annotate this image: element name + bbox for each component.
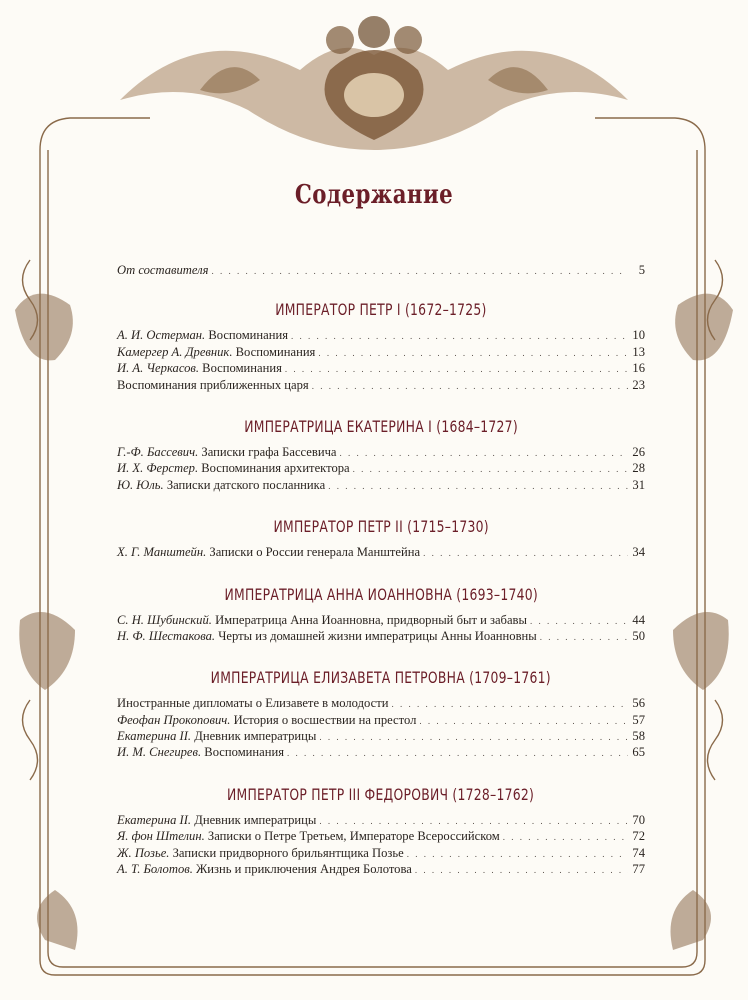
dot-leader [503,829,628,845]
toc-entry-author: Я. фон Штелин. [117,829,205,844]
toc-entry-text [117,444,337,460]
toc-entry-text [117,812,316,828]
toc-entry-title: Дневник императрицы [194,812,317,827]
dot-leader [391,696,628,712]
dot-leader [353,461,628,477]
dot-leader [312,378,628,394]
toc-entry[interactable] [117,744,645,760]
toc-entry-page: 34 [632,545,645,560]
toc-entry-page: 77 [632,862,645,877]
toc-entry[interactable] [117,460,645,476]
toc-entry[interactable] [117,712,645,728]
dot-leader [319,729,628,745]
toc-entry[interactable] [117,344,645,360]
toc-entry-author: И. А. Черкасов. [117,361,200,376]
toc-entry-text [117,628,537,644]
section-heading [117,668,645,687]
toc-entry-author: И. М. Снегирев. [117,745,202,760]
toc-entry-author: А. Т. Болотов. [117,862,193,877]
page-title: Содержание [294,180,454,210]
toc-entry-author: Камергер А. Древник. [117,344,233,359]
toc-entry[interactable] [117,812,645,828]
toc-entry[interactable] [117,828,645,844]
toc-entry[interactable] [117,377,645,393]
toc-entry-text [117,327,288,343]
toc-entry-page: 10 [632,328,645,343]
toc-entry-page: 57 [632,712,645,727]
toc-entry-title: Дневник императрицы [194,729,317,744]
section-heading-text: ИМПЕРАТОР ПЕТР I (1672–1725) [275,300,487,320]
toc-entry-title: От составителя [117,263,209,277]
dot-leader [285,361,628,377]
toc-entry-title: Воспоминания приближенных царя [117,377,309,392]
toc-entry[interactable] [117,327,645,343]
toc-entry[interactable] [117,728,645,744]
section-heading [117,585,645,604]
toc-entry-page: 16 [632,361,645,376]
top-cartouche-ornament [120,16,628,150]
dot-leader [407,846,628,862]
section-heading-text: ИМПЕРАТРИЦА АННА ИОАННОВНА (1693–1740) [224,584,538,604]
toc-entry-intro[interactable] [117,262,645,278]
section-heading-text: ИМПЕРАТРИЦА ЕКАТЕРИНА I (1684–1727) [244,416,518,436]
dot-leader [318,345,628,361]
dot-leader [319,813,628,829]
toc-entry-title: Воспоминания [235,344,316,359]
toc-entry-page: 56 [632,696,645,711]
section-heading-text: ИМПЕРАТРИЦА ЕЛИЗАВЕТА ПЕТРОВНА (1709–1761) [210,668,552,688]
toc-entry-title: Записки о Петре Третьем, Императоре Всероссийском [207,829,500,844]
toc-entry[interactable] [117,695,645,711]
toc-entry-page: 31 [632,477,645,492]
toc-entry[interactable] [117,845,645,861]
toc-entry-text [117,612,527,628]
toc-entry-text [117,728,316,744]
toc-entry-page: 50 [632,628,645,643]
dot-leader [212,263,628,279]
toc-entry-page: 65 [632,745,645,760]
toc-entry-title: История о восшествии на престол [233,712,417,727]
section-heading [117,785,645,804]
section-heading [117,417,645,436]
toc-entry-author: Н. Ф. Шестакова. [117,628,216,643]
toc-entry-text [117,712,416,728]
toc-entry-page: 74 [632,845,645,860]
toc-entry-author: И. Х. Ферстер. [117,461,199,476]
toc-entry-title: Воспоминания [208,328,289,343]
dot-leader [287,745,628,761]
dot-leader [540,629,628,645]
toc-sections [117,300,645,877]
dot-leader [340,445,628,461]
toc-entry-author: Г.-Ф. Бассевич. [117,444,199,459]
toc-entry-page: 72 [632,829,645,844]
toc-entry[interactable] [117,628,645,644]
toc-entry-text [117,477,325,493]
toc-entry-text [117,695,388,711]
toc-entry-author: А. И. Остерман. [117,328,206,343]
toc-entry-title: Иностранные дипломаты о Елизавете в молодости [117,696,389,711]
toc-entry[interactable] [117,544,645,560]
toc-entry[interactable] [117,477,645,493]
section-heading-text: ИМПЕРАТОР ПЕТР II (1715–1730) [273,517,489,537]
dot-leader [419,713,628,729]
toc-entry-page: 26 [632,444,645,459]
toc-entry-text [117,828,500,844]
toc-entry[interactable] [117,612,645,628]
toc-entry-page: 13 [632,344,645,359]
toc-entry-author: Екатерина II. [117,812,192,827]
dot-leader [415,862,628,878]
dot-leader [423,545,628,561]
toc-entry-text [117,544,420,560]
toc-entry-title: Записки придворного брильянтщика Позье [172,845,404,860]
table-of-contents [117,262,645,877]
section-heading [117,300,645,319]
toc-entry-title: Императрица Анна Иоанновна, придворный быт и забавы [215,612,527,627]
toc-entry-text [117,344,315,360]
section-heading-text: ИМПЕРАТОР ПЕТР III ФЕДОРОВИЧ (1728–1762) [227,784,535,804]
toc-entry[interactable] [117,360,645,376]
toc-entry-page: 28 [632,461,645,476]
toc-entry-author: Ю. Юль. [117,477,164,492]
toc-entry-author: Ж. Позье. [117,845,170,860]
toc-entry-page: 44 [632,612,645,627]
toc-entry-text [117,861,412,877]
toc-entry-page: 58 [632,729,645,744]
toc-entry-author: Феофан Прокопович. [117,712,231,727]
toc-entry-title: Жизнь и приключения Андрея Болотова [196,862,412,877]
toc-entry-author: С. Н. Шубинский. [117,612,212,627]
toc-entry-title: Воспоминания [202,361,282,376]
toc-entry-page: 70 [632,812,645,827]
toc-entry-title: Воспоминания [204,745,285,760]
toc-entry-page: 5 [638,263,645,277]
toc-entry-title: Воспоминания архитектора [201,461,350,476]
toc-entry[interactable] [117,861,645,877]
toc-entry-title: Записки датского посланника [166,477,326,492]
toc-entry-author: Екатерина II. [117,729,192,744]
toc-entry[interactable] [117,444,645,460]
dot-leader [291,328,628,344]
section-heading [117,517,645,536]
toc-entry-title: Черты из домашней жизни императрицы Анны Иоанновны [218,628,537,643]
toc-entry-text [117,377,309,393]
toc-entry-text [117,360,282,376]
toc-entry-page: 23 [632,377,645,392]
toc-entry-text [117,744,284,760]
toc-entry-author: Х. Г. Манштейн. [117,545,207,560]
toc-entry-title: Записки о России генерала Манштейна [209,545,421,560]
toc-entry-text [117,460,350,476]
toc-entry-text [117,845,404,861]
dot-leader [530,613,628,629]
toc-entry-title: Записки графа Бассевича [201,444,337,459]
dot-leader [328,478,628,494]
